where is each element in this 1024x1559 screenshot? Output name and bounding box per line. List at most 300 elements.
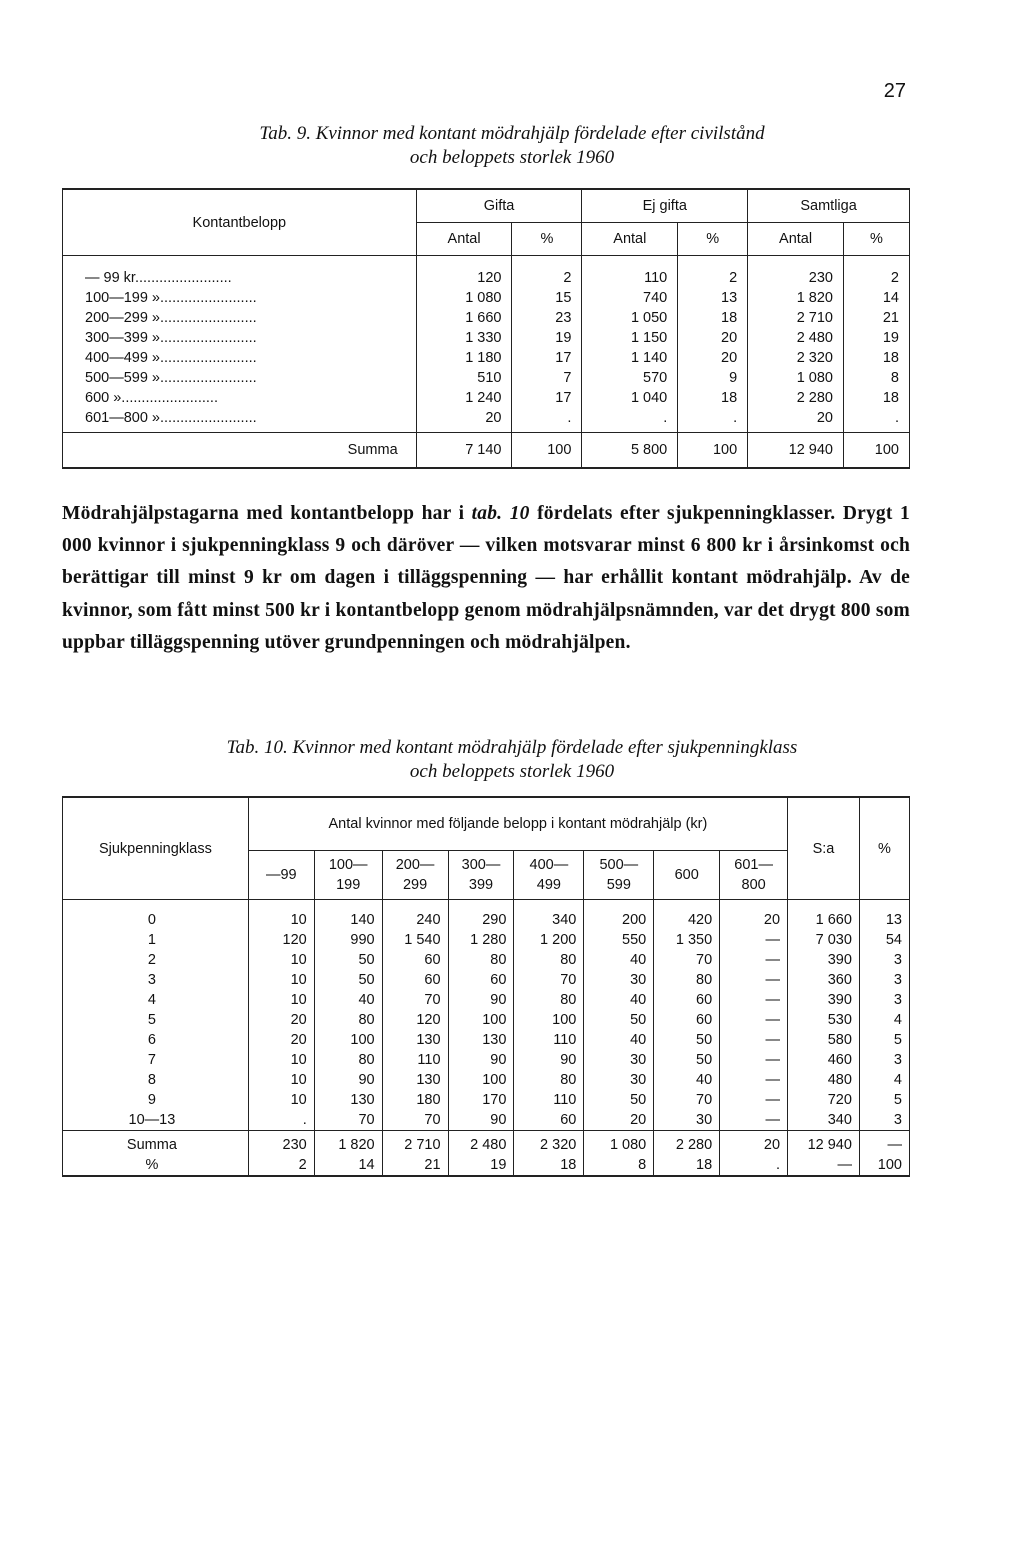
table10-cell: 50: [584, 1090, 654, 1110]
table10-sum-row: [63, 1155, 910, 1176]
table9-cell: 2: [678, 268, 748, 288]
table9-cell: .: [678, 408, 748, 433]
sub-header-line2: 199: [336, 877, 361, 893]
table9-cell: 740: [582, 288, 678, 308]
table10-cell: 40: [584, 990, 654, 1010]
table9-cell: 20: [416, 408, 512, 433]
table10-cell: 60: [448, 970, 514, 990]
spacer-cell: [584, 900, 654, 911]
table10-row-label: 9: [147, 1092, 156, 1108]
spacer-cell: [248, 900, 314, 911]
table9-cell: 23: [512, 308, 582, 328]
table9-sum-label: Summa: [63, 433, 417, 469]
table10-sub-header: [584, 851, 654, 900]
table9-cell: 1 050: [582, 308, 678, 328]
table9-cell: 13: [678, 288, 748, 308]
table10-cell: .: [248, 1110, 314, 1131]
table10-cell: 10: [248, 1090, 314, 1110]
table10-row: [63, 1010, 910, 1030]
table10-cell: 580: [788, 1030, 860, 1050]
table10-cell: 1 200: [514, 930, 584, 950]
table10-cell: 10: [248, 990, 314, 1010]
table10-cell: 30: [584, 970, 654, 990]
table10-sum-cell: 2 280: [654, 1131, 720, 1156]
table10-cell: —: [720, 1110, 788, 1131]
table9-sub-header: %: [678, 223, 748, 256]
table10-row-label: 7: [147, 1052, 156, 1068]
table9-cell: 120: [416, 268, 512, 288]
table10-cell: 10: [248, 950, 314, 970]
table10-cell: 60: [654, 990, 720, 1010]
table10-cell: 5: [859, 1030, 909, 1050]
table9-row: [63, 268, 910, 288]
table9-cell: 2: [843, 268, 909, 288]
sub-header-line1: 400—: [529, 857, 569, 873]
sub-header-line1: 500—: [599, 857, 639, 873]
table10-sum-row: [63, 1131, 910, 1156]
table10-cell: —: [720, 1050, 788, 1070]
table10-cell: 420: [654, 910, 720, 930]
table10-cell: 60: [382, 950, 448, 970]
table10-cell: 130: [448, 1030, 514, 1050]
table10-cell: 80: [314, 1010, 382, 1030]
table9-group-header: Ej gifta: [582, 189, 748, 223]
spacer-cell: [382, 900, 448, 911]
table10-row-label: 10—13: [128, 1112, 176, 1128]
table9-cell: 1 660: [416, 308, 512, 328]
table10-cell: 60: [382, 970, 448, 990]
table10-sum-cell: 12 940: [788, 1131, 860, 1156]
table10-cell: 50: [654, 1030, 720, 1050]
spacer-cell: [678, 256, 748, 269]
table9-sub-header: Antal: [748, 223, 844, 256]
table9-cell: 2 480: [748, 328, 844, 348]
table10-cell: 100: [314, 1030, 382, 1050]
table10-cell: 10: [248, 910, 314, 930]
table10-row: [63, 990, 910, 1010]
table9-cell: 1 080: [748, 368, 844, 388]
table9-row-label: 100—199 »........................: [85, 290, 257, 306]
table10-cell: 290: [448, 910, 514, 930]
table9-cell: 570: [582, 368, 678, 388]
table10-cell: 20: [248, 1010, 314, 1030]
table10-title-line2: och beloppets storlek 1960: [409, 761, 615, 782]
table10-cell: 10: [248, 1070, 314, 1090]
body-text-part2: fördelats efter sjukpenningklasser. Drygt 1 000 kvinnor i sjukpenningklass 9 och däröver — vilken motsvarar minst 6 800 kr i årsinkomst och berättigar till minst 9 kr om dagen i tilläggspenning — har erhållit kontant mödrahjälp. Av de kvinnor, som fått minst 500 kr i kontantbelopp genom mödrahjälpsnämnden, var det drygt 800 som uppbar tilläggspenning utöver grundpenningen och mödrahjälpen.: [62, 503, 910, 653]
table10-cell: 170: [448, 1090, 514, 1110]
table9-cell: 20: [678, 328, 748, 348]
table10-cell: 100: [448, 1070, 514, 1090]
table10-cell: 80: [654, 970, 720, 990]
table10-cell: —: [720, 1070, 788, 1090]
table10-cell: 340: [788, 1110, 860, 1131]
spacer-cell: [314, 900, 382, 911]
table9-cell: 20: [748, 408, 844, 433]
table10-sum-cell: 18: [654, 1155, 720, 1176]
table9-cell: 1 820: [748, 288, 844, 308]
table9-cell: 1 240: [416, 388, 512, 408]
table9-sub-header: %: [843, 223, 909, 256]
table10-cell: 100: [448, 1010, 514, 1030]
page-number: 27: [883, 80, 906, 102]
table10-title-line1: Kvinnor med kontant mödrahjälp fördelade efter sjukpenningklass: [292, 737, 798, 758]
sub-header-line1: 200—: [395, 857, 435, 873]
table10-row: [63, 910, 910, 930]
body-text-part1: Mödrahjälpstagarna med kontantbelopp har i: [62, 503, 472, 524]
table10-cell: 7 030: [788, 930, 860, 950]
table10-cell: 340: [514, 910, 584, 930]
table10-row: [63, 1110, 910, 1131]
table10-cell: —: [720, 1090, 788, 1110]
table10-cell: 50: [314, 970, 382, 990]
table9-cell: 1 080: [416, 288, 512, 308]
table10-cell: 5: [859, 1090, 909, 1110]
table10-sum-cell: 14: [314, 1155, 382, 1176]
table9-row-header: Kontantbelopp: [63, 189, 417, 256]
table9-cell: 7: [512, 368, 582, 388]
table9-sum-cell: 100: [678, 433, 748, 469]
sub-header-line1: 600: [674, 867, 699, 883]
table9-sum-cell: 100: [512, 433, 582, 469]
table9-title-line2: och beloppets storlek 1960: [409, 147, 615, 168]
table9-sum-row: [63, 433, 910, 469]
table9-sub-header: Antal: [582, 223, 678, 256]
table9-cell: 14: [843, 288, 909, 308]
table10-cell: 180: [382, 1090, 448, 1110]
table10-cell: 1 350: [654, 930, 720, 950]
table9-row-label: — 99 kr........................: [85, 270, 232, 286]
table9-cell: 1 180: [416, 348, 512, 368]
sub-header-line1: 601—: [734, 857, 773, 873]
table10-cell: 10: [248, 970, 314, 990]
table9-row: [63, 348, 910, 368]
table9-cell: 1 140: [582, 348, 678, 368]
sub-header-line1: —99: [265, 867, 297, 883]
table9-cell: 1 040: [582, 388, 678, 408]
table10-cell: 390: [788, 950, 860, 970]
table10-cell: 20: [720, 910, 788, 930]
table10-cell: 90: [314, 1070, 382, 1090]
table9-row: [63, 388, 910, 408]
sub-header-line2: 800: [741, 877, 766, 893]
table10-cell: —: [720, 970, 788, 990]
table9-row: [63, 408, 910, 433]
table9-sum-cell: 100: [843, 433, 909, 469]
table10-cell: 80: [514, 990, 584, 1010]
table9-cell: 18: [843, 348, 909, 368]
spacer-cell: [63, 900, 249, 911]
table10-sub-header: [382, 851, 448, 900]
table10-cell: 120: [382, 1010, 448, 1030]
table10-cell: 54: [859, 930, 909, 950]
table10-sum-cell: 100: [859, 1155, 909, 1176]
sub-header-line2: 499: [536, 877, 561, 893]
table10-cell: 4: [859, 1010, 909, 1030]
table10-cell: 40: [314, 990, 382, 1010]
table9-cell: 18: [678, 308, 748, 328]
table10-cell: 110: [514, 1030, 584, 1050]
table10-sub-header: [654, 851, 720, 900]
table9-row-label: 500—599 »........................: [85, 370, 257, 386]
table9-spacer: [63, 256, 910, 269]
table10-cell: 3: [859, 1110, 909, 1131]
table10-cell: 4: [859, 1070, 909, 1090]
table10-cell: 10: [248, 1050, 314, 1070]
table9-row: [63, 308, 910, 328]
body-table-ref: tab. 10: [471, 503, 530, 524]
table10-row-label: 2: [147, 952, 156, 968]
table9-group-header: Gifta: [416, 189, 582, 223]
table10-header-row: [63, 797, 910, 851]
table10-sum-cell: 1 820: [314, 1131, 382, 1156]
table10-cell: 60: [654, 1010, 720, 1030]
table10-row: [63, 1050, 910, 1070]
table9-cell: 17: [512, 348, 582, 368]
table10-cell: 130: [382, 1030, 448, 1050]
table10-cell: 20: [248, 1030, 314, 1050]
table10-cell: 70: [654, 950, 720, 970]
table10-sub-header: [514, 851, 584, 900]
table10-cell: 60: [514, 1110, 584, 1131]
table10-row: [63, 950, 910, 970]
table9-cell: 230: [748, 268, 844, 288]
table10-cell: 80: [514, 1070, 584, 1090]
sub-header-line1: 300—: [461, 857, 501, 873]
table10-cell: 80: [314, 1050, 382, 1070]
table10-sum-cell: 2 480: [448, 1131, 514, 1156]
table10-row: [63, 1030, 910, 1050]
table9-cell: 18: [678, 388, 748, 408]
table10-sub-header: [720, 851, 788, 900]
table9-cell: 2 710: [748, 308, 844, 328]
table10-sum-cell: 8: [584, 1155, 654, 1176]
spacer-cell: [582, 256, 678, 269]
table10-sum-cell: —: [788, 1155, 860, 1176]
table10-cell: 390: [788, 990, 860, 1010]
table9-cell: 20: [678, 348, 748, 368]
table10-row-header: Sjukpenningklass: [63, 797, 249, 900]
table10-row-label: 6: [147, 1032, 156, 1048]
sub-header-line1: 100—: [328, 857, 368, 873]
table10-cell: 90: [448, 1050, 514, 1070]
table9-sub-header: %: [512, 223, 582, 256]
table9-caption: [0, 122, 1024, 170]
table10-sum-label: %: [145, 1157, 159, 1173]
table10-sum-cell: —: [859, 1131, 909, 1156]
table10-cell: 530: [788, 1010, 860, 1030]
table10-cell: 200: [584, 910, 654, 930]
table10-cell: 110: [382, 1050, 448, 1070]
table10-sum-cell: 20: [720, 1131, 788, 1156]
table10-row-label: 0: [147, 912, 156, 928]
table10-cell: 70: [382, 990, 448, 1010]
table10-cell: —: [720, 990, 788, 1010]
table10-cell: 3: [859, 1050, 909, 1070]
table10-caption: [0, 736, 1024, 784]
spacer-cell: [514, 900, 584, 911]
spacer-cell: [720, 900, 788, 911]
table10-cell: 3: [859, 970, 909, 990]
table9-cell: 15: [512, 288, 582, 308]
table10-sum-cell: 2 710: [382, 1131, 448, 1156]
table10-cell: 13: [859, 910, 909, 930]
table9-cell: 21: [843, 308, 909, 328]
spacer-cell: [788, 900, 860, 911]
table10-cell: 30: [584, 1070, 654, 1090]
table9-cell: 2 320: [748, 348, 844, 368]
table10-cell: 460: [788, 1050, 860, 1070]
table9-cell: 110: [582, 268, 678, 288]
spacer-cell: [512, 256, 582, 269]
table10-cell: 20: [584, 1110, 654, 1131]
table9-title-line1: Kvinnor med kontant mödrahjälp fördelade efter civilstånd: [315, 123, 765, 144]
table9-row: [63, 328, 910, 348]
table10-cell: —: [720, 1010, 788, 1030]
table10-cell: 70: [314, 1110, 382, 1131]
table9-cell: 8: [843, 368, 909, 388]
table10-sub-header: [248, 851, 314, 900]
table9-cell: 2 280: [748, 388, 844, 408]
table10-row: [63, 930, 910, 950]
table10-sub-header: [314, 851, 382, 900]
table10-pct-col-header: %: [859, 797, 909, 900]
spacer-cell: [654, 900, 720, 911]
table9-cell: .: [582, 408, 678, 433]
table10-sub-header: [448, 851, 514, 900]
spacer-cell: [63, 256, 417, 269]
table10-sum-cell: .: [720, 1155, 788, 1176]
table9-cell: 510: [416, 368, 512, 388]
table10-cell: 140: [314, 910, 382, 930]
table9-label: Tab. 9.: [259, 123, 311, 144]
table10-cell: 3: [859, 950, 909, 970]
table10-cell: 130: [382, 1070, 448, 1090]
table10-row-label: 8: [147, 1072, 156, 1088]
table9-cell: 1 150: [582, 328, 678, 348]
table10-cell: 30: [584, 1050, 654, 1070]
table10-cell: 40: [654, 1070, 720, 1090]
table9-row-label: 300—399 »........................: [85, 330, 257, 346]
table10-cell: 3: [859, 990, 909, 1010]
table9-cell: 1 330: [416, 328, 512, 348]
table10-cell: 30: [654, 1110, 720, 1131]
sub-header-line2: 599: [606, 877, 631, 893]
spacer-cell: [843, 256, 909, 269]
table10-cell: 90: [448, 990, 514, 1010]
table10-cell: 70: [382, 1110, 448, 1131]
table9-row: [63, 368, 910, 388]
table10-cell: 100: [514, 1010, 584, 1030]
table10-sum-cell: 18: [514, 1155, 584, 1176]
table10-sum-cell: 21: [382, 1155, 448, 1176]
table9-cell: .: [512, 408, 582, 433]
table9-sum-cell: 12 940: [748, 433, 844, 469]
table9-sum-cell: 7 140: [416, 433, 512, 469]
table9-group-header: Samtliga: [748, 189, 910, 223]
table10-row-label: 3: [147, 972, 156, 988]
table10-label: Tab. 10.: [226, 737, 288, 758]
table9-sub-header: Antal: [416, 223, 512, 256]
table10-cell: 360: [788, 970, 860, 990]
table10-row: [63, 970, 910, 990]
table9-cell: 19: [843, 328, 909, 348]
table10-sum-cell: 230: [248, 1131, 314, 1156]
table10-cell: 90: [448, 1110, 514, 1131]
spacer-cell: [416, 256, 512, 269]
table10-cell: 50: [584, 1010, 654, 1030]
table10-cell: 240: [382, 910, 448, 930]
table9-sum-cell: 5 800: [582, 433, 678, 469]
table9-cell: 18: [843, 388, 909, 408]
table10-cell: 1 660: [788, 910, 860, 930]
spacer-cell: [448, 900, 514, 911]
table10-row-label: 5: [147, 1012, 156, 1028]
table10-cell: 990: [314, 930, 382, 950]
table9-cell: 17: [512, 388, 582, 408]
table10-sum-cell: 2: [248, 1155, 314, 1176]
table9-row-label: 600 »........................: [85, 390, 218, 406]
table10-cell: 1 540: [382, 930, 448, 950]
table10-spacer: [63, 900, 910, 911]
table10-cell: 50: [314, 950, 382, 970]
table10: [62, 796, 910, 1177]
table10-row: [63, 1090, 910, 1110]
table10-cell: 80: [448, 950, 514, 970]
body-paragraph: [62, 498, 910, 659]
table10-sum-col-header: S:a: [788, 797, 860, 900]
table10-cell: 40: [584, 1030, 654, 1050]
table10-cell: 130: [314, 1090, 382, 1110]
table9-cell: 19: [512, 328, 582, 348]
table10-cell: 40: [584, 950, 654, 970]
table10-cell: 70: [654, 1090, 720, 1110]
table10-group-header: Antal kvinnor med följande belopp i kontant mödrahjälp (kr): [248, 797, 787, 851]
spacer-cell: [859, 900, 909, 911]
spacer-cell: [748, 256, 844, 269]
table9-row-label: 200—299 »........................: [85, 310, 257, 326]
table10-cell: 110: [514, 1090, 584, 1110]
table10-cell: 70: [514, 970, 584, 990]
table10-cell: 120: [248, 930, 314, 950]
table9-cell: 2: [512, 268, 582, 288]
sub-header-line2: 299: [402, 877, 428, 893]
table9-row-label: 601—800 »........................: [85, 410, 257, 426]
table10-sum-cell: 19: [448, 1155, 514, 1176]
table10-cell: 50: [654, 1050, 720, 1070]
table10-sum-label: Summa: [63, 1131, 249, 1156]
table10-row-label: 1: [147, 932, 156, 948]
table10-cell: 480: [788, 1070, 860, 1090]
table9-row-label: 400—499 »........................: [85, 350, 257, 366]
table10-row: [63, 1070, 910, 1090]
sub-header-line2: 399: [468, 877, 494, 893]
table10-cell: 1 280: [448, 930, 514, 950]
table10-cell: 80: [514, 950, 584, 970]
table10-cell: 90: [514, 1050, 584, 1070]
table10-cell: —: [720, 1030, 788, 1050]
table9-row: [63, 288, 910, 308]
table9-cell: 9: [678, 368, 748, 388]
table10-sum-cell: 2 320: [514, 1131, 584, 1156]
table10-cell: —: [720, 950, 788, 970]
table10-cell: —: [720, 930, 788, 950]
table9: [62, 188, 910, 469]
table10-cell: 550: [584, 930, 654, 950]
table9-cell: .: [843, 408, 909, 433]
table10-sum-cell: 1 080: [584, 1131, 654, 1156]
table10-cell: 720: [788, 1090, 860, 1110]
table10-row-label: 4: [147, 992, 156, 1008]
